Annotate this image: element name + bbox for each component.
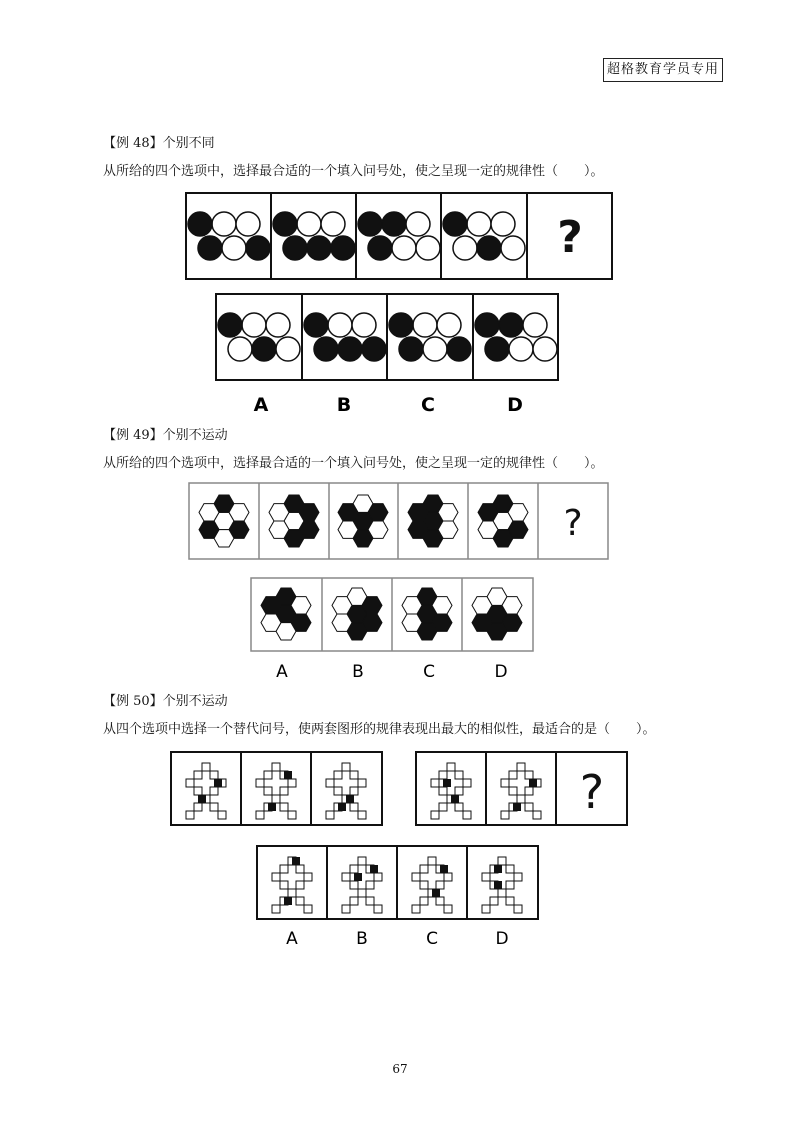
option-label-c[interactable]: C bbox=[426, 929, 438, 949]
example-50-options-row bbox=[257, 846, 538, 919]
option-label-c[interactable]: C bbox=[421, 394, 435, 416]
question-mark: ? bbox=[563, 503, 583, 544]
example-49-options-row bbox=[251, 578, 533, 651]
option-label-b[interactable]: B bbox=[352, 662, 364, 682]
example-48-options-row bbox=[216, 294, 558, 380]
question-mark: ? bbox=[579, 765, 605, 819]
option-label-d[interactable]: D bbox=[495, 929, 509, 949]
example-49-question-row bbox=[189, 483, 608, 559]
example-49-title: 【例 49】个别不运动 bbox=[103, 428, 228, 443]
page-number: 67 bbox=[392, 1062, 408, 1076]
example-48-question: 从所给的四个选项中，选择最合适的一个填入问号处，使之呈现一定的规律性（ ）。 bbox=[103, 164, 604, 179]
example-50-question-row-right bbox=[416, 752, 627, 825]
example-48-question-row bbox=[186, 193, 612, 279]
example-49-question: 从所给的四个选项中，选择最合适的一个填入问号处，使之呈现一定的规律性（ ）。 bbox=[103, 456, 604, 471]
example-50-question-row-left bbox=[171, 752, 382, 825]
example-48-title: 【例 48】个别不同 bbox=[103, 136, 215, 151]
option-label-b[interactable]: B bbox=[336, 394, 352, 416]
option-label-a[interactable]: A bbox=[286, 929, 298, 949]
header-badge: 超格教育学员专用 bbox=[603, 58, 723, 82]
example-50-question: 从四个选项中选择一个替代问号，使两套图形的规律表现出最大的相似性，最适合的是（ ）。 bbox=[103, 722, 656, 737]
option-label-a[interactable]: A bbox=[276, 662, 288, 682]
option-label-b[interactable]: B bbox=[356, 929, 368, 949]
option-label-c[interactable]: C bbox=[423, 662, 435, 682]
question-mark: ? bbox=[557, 212, 583, 263]
option-label-a[interactable]: A bbox=[253, 394, 269, 416]
option-label-d[interactable]: D bbox=[507, 394, 523, 416]
example-50-title: 【例 50】个别不运动 bbox=[103, 694, 228, 709]
option-label-d[interactable]: D bbox=[494, 662, 508, 682]
